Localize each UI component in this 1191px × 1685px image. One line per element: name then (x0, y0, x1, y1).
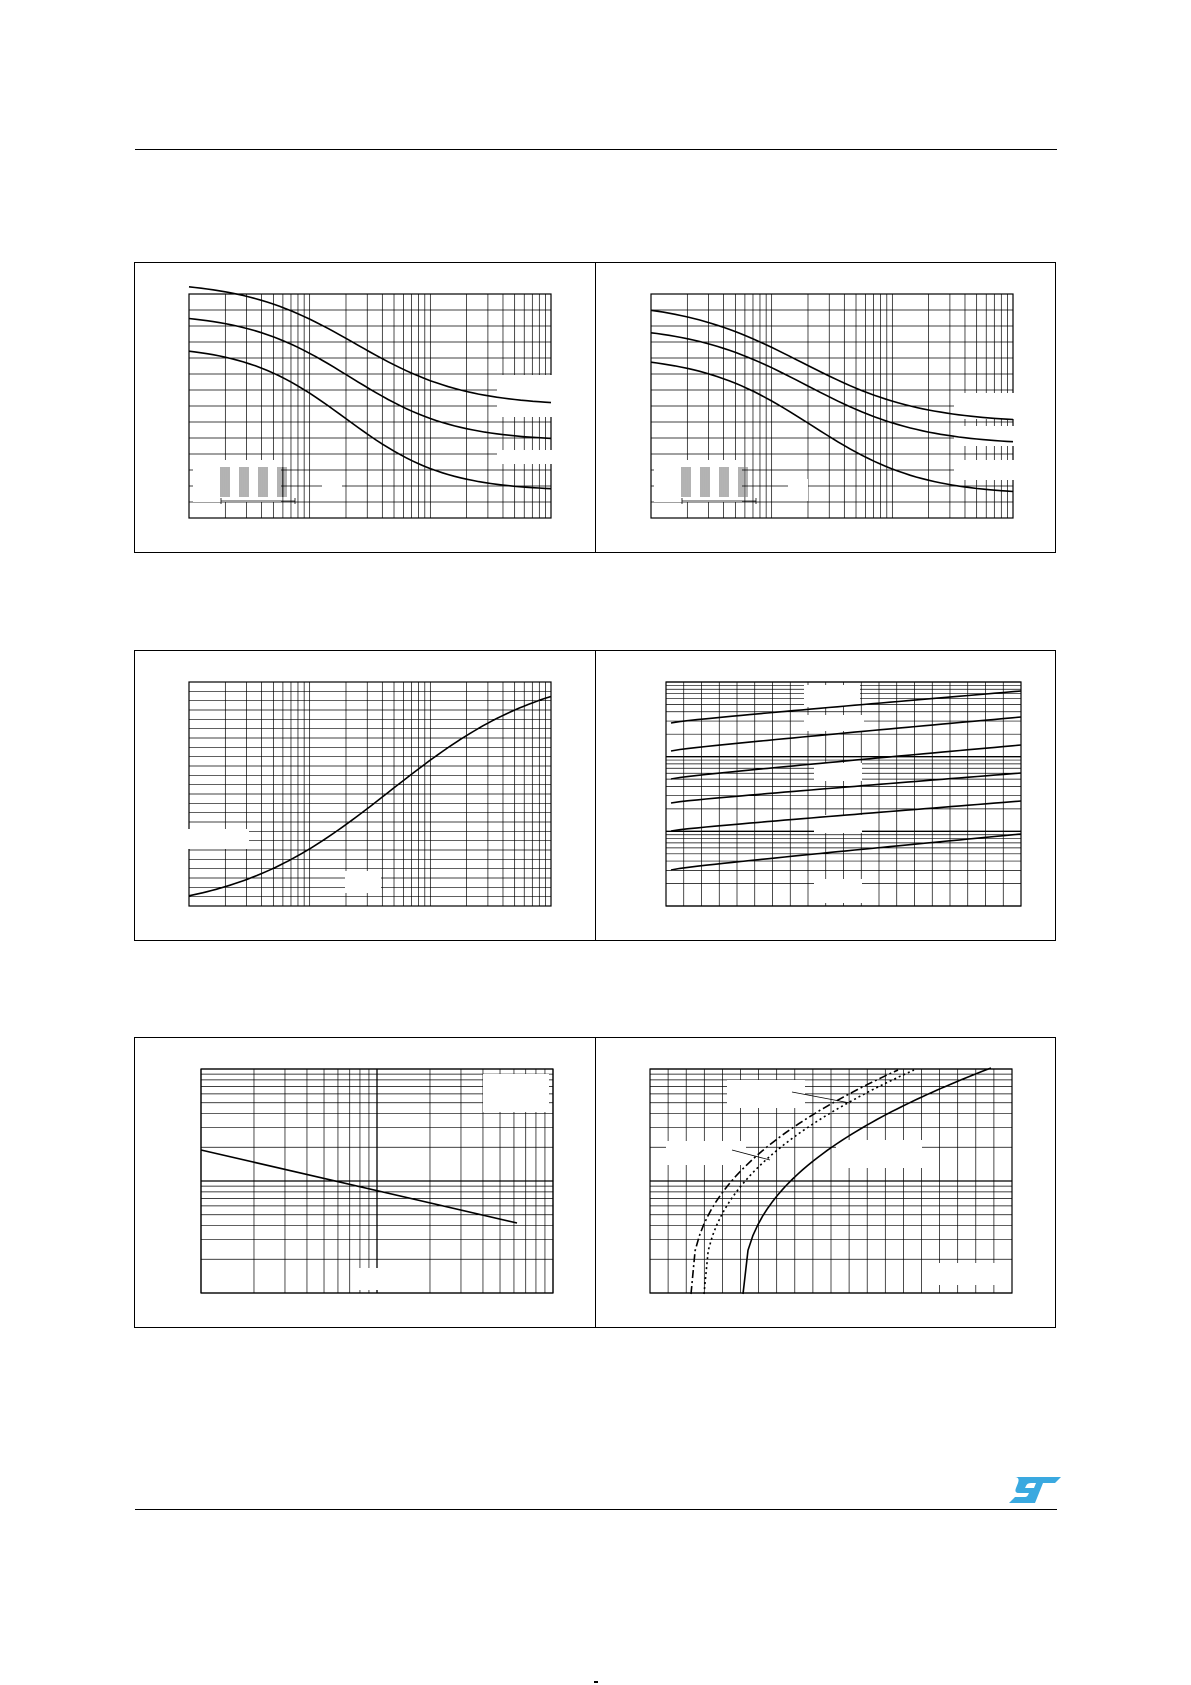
chart-panel-5 (135, 1038, 595, 1327)
label-box (322, 479, 342, 501)
label-box (804, 685, 860, 707)
footer-rule (135, 1509, 1057, 1510)
chart-panel-1 (135, 263, 595, 552)
figure-row-1 (134, 262, 1056, 553)
label-box (483, 1074, 549, 1112)
curve-2 (189, 319, 551, 439)
chart-panel-6 (596, 1038, 1056, 1327)
chart-panel-3 (135, 651, 595, 940)
curve-1 (189, 697, 551, 896)
chart-panel-4 (596, 651, 1056, 940)
page-tick (594, 1681, 598, 1683)
label-box (814, 763, 862, 781)
label-box (654, 460, 742, 502)
label-box (193, 460, 281, 502)
curve-6 (671, 834, 1021, 870)
label-box (936, 1263, 1004, 1285)
curve-2 (651, 333, 1013, 442)
label-box (497, 450, 553, 464)
figure-row-3 (134, 1037, 1056, 1328)
label-box (497, 403, 553, 417)
label-box (836, 1140, 922, 1168)
label-box (954, 460, 1014, 480)
figure-row-2 (134, 650, 1056, 941)
label-box (804, 715, 864, 731)
curve-1 (201, 1150, 517, 1223)
st-logo-icon (1007, 1475, 1063, 1505)
header-rule (135, 149, 1057, 150)
chart-panel-2 (596, 263, 1056, 552)
label-box (814, 879, 862, 903)
label-box (357, 1268, 389, 1290)
label-box (187, 829, 249, 849)
label-box (788, 479, 808, 501)
label-box (954, 426, 1014, 446)
label-box (666, 1141, 746, 1165)
curve-1 (189, 287, 551, 403)
label-box (345, 871, 381, 893)
grid-lines (650, 1069, 1012, 1293)
label-box (727, 1080, 805, 1108)
